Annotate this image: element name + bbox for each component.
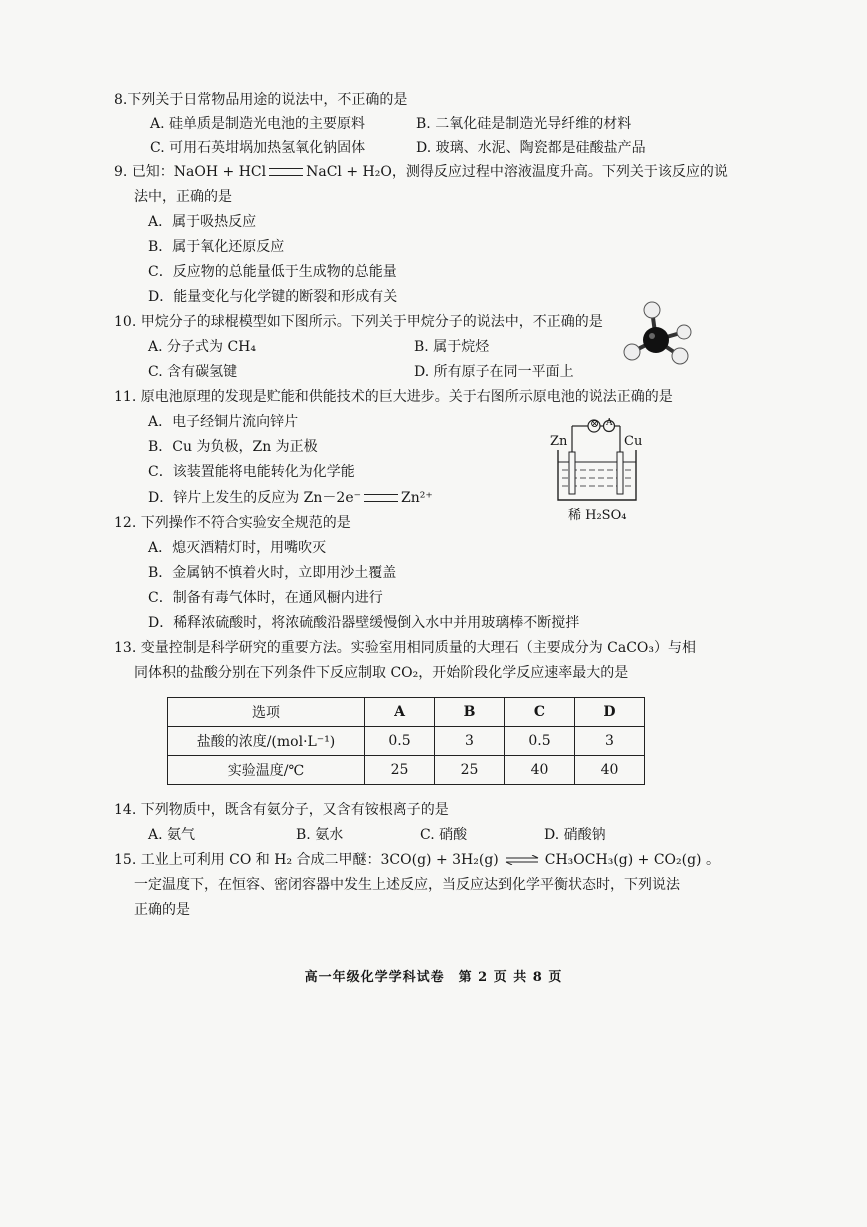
q10-stem: [114, 310, 603, 334]
q11-option-d-post: Zn²⁺: [401, 490, 433, 506]
q12-stem: [114, 511, 351, 535]
q10-option-d: D. 所有原子在同一平面上: [414, 364, 574, 380]
q9-stem-pre: 已知：NaOH + HCl: [131, 164, 267, 180]
q10-option-a: A. 分子式为 CH₄: [148, 339, 256, 355]
reversible-arrow-icon: [505, 855, 539, 865]
q15-stem: [114, 848, 720, 872]
q15-stem-line2: 一定温度下，在恒容、密闭容器中发生上述反应，当反应达到化学平衡状态时，下列说法: [134, 877, 680, 893]
table-row: [168, 756, 645, 785]
q9-stem: [114, 160, 728, 184]
q13-stem: [114, 636, 696, 660]
table-cell: 实验温度/℃: [168, 756, 365, 785]
table-cell: 0.5: [505, 727, 575, 756]
table-cell: 0.5: [365, 727, 435, 756]
table-header-cell: D: [575, 698, 645, 727]
zn-electrode-label: Zn: [550, 434, 568, 449]
galvanic-cell-diagram: [548, 414, 658, 524]
q14-number: 14.: [114, 802, 137, 818]
q14-option-c: C. 硝酸: [420, 827, 468, 843]
q11-stem: [114, 385, 673, 409]
q12-number: 12.: [114, 515, 137, 531]
table-header-row: [168, 698, 645, 727]
q15-number: 15.: [114, 852, 137, 868]
q15-stem-post: CH₃OCH₃(g) + CO₂(g) 。: [544, 852, 720, 868]
equals-arrow-icon: [364, 494, 398, 502]
q9-stem-line2: 法中，正确的是: [134, 189, 232, 205]
q10-number: 10.: [114, 314, 137, 330]
q15-stem-line3: 正确的是: [134, 902, 190, 918]
q14-option-b: B. 氨水: [296, 827, 344, 843]
methane-molecule-icon: [622, 300, 702, 370]
q14-option-d: D. 硝酸钠: [544, 827, 606, 843]
q14-stem-text: 下列物质中，既含有氨分子，又含有铵根离子的是: [140, 802, 449, 818]
bulb-icon: ⊗: [590, 417, 600, 430]
q12-option-d: D．稀释浓硫酸时，将浓硫酸沿器壁缓慢倒入水中并用玻璃棒不断搅拌: [148, 615, 580, 631]
table-cell: 3: [575, 727, 645, 756]
q10-option-b: B. 属于烷烃: [414, 339, 490, 355]
q14-stem: [114, 798, 449, 822]
q9-number: 9.: [114, 164, 128, 180]
q9-option-d: D．能量变化与化学键的断裂和形成有关: [148, 289, 398, 305]
q12-option-c: C．制备有毒气体时，在通风橱内进行: [148, 590, 383, 606]
q13-stem-line2: 同体积的盐酸分别在下列条件下反应制取 CO₂，开始阶段化学反应速率最大的是: [134, 665, 629, 681]
q9-option-b: B．属于氧化还原反应: [148, 239, 285, 255]
q11-option-d: [148, 486, 433, 510]
q11-option-c: C．该装置能将电能转化为化学能: [148, 464, 355, 480]
q9-stem-post: NaCl + H₂O，测得反应过程中溶液温度升高。下列关于该反应的说: [306, 164, 728, 180]
q11-number: 11.: [114, 389, 137, 405]
q8-option-c: C. 可用石英坩埚加热氢氧化钠固体: [150, 140, 366, 156]
q12-option-a: A．熄灭酒精灯时，用嘴吹灭: [148, 540, 327, 556]
table-cell: 40: [575, 756, 645, 785]
table-cell: 3: [435, 727, 505, 756]
q8-option-d: D. 玻璃、水泥、陶瓷都是硅酸盐产品: [416, 140, 646, 156]
q11-stem-text: 原电池原理的发现是贮能和供能技术的巨大进步。关于右图所示原电池的说法正确的是: [140, 389, 673, 405]
table-cell: 25: [365, 756, 435, 785]
q11-option-b: B．Cu 为负极，Zn 为正极: [148, 439, 318, 455]
q8-option-a: A. 硅单质是制造光电池的主要原料: [150, 116, 366, 132]
q11-option-d-pre: D．锌片上发生的反应为 Zn－2e⁻: [148, 490, 362, 506]
q11-option-a: A．电子经铜片流向锌片: [148, 414, 299, 430]
table-cell: 25: [435, 756, 505, 785]
q13-table: [167, 697, 645, 785]
table-header-cell: A: [365, 698, 435, 727]
q9-option-c: C．反应物的总能量低于生成物的总能量: [148, 264, 397, 280]
ammeter-icon: A: [606, 418, 613, 428]
equals-arrow-icon: [269, 168, 303, 176]
q8-option-b: B. 二氧化硅是制造光导纤维的材料: [416, 116, 632, 132]
q9-option-a: A．属于吸热反应: [148, 214, 257, 230]
q13-number: 13.: [114, 640, 137, 656]
q12-stem-text: 下列操作不符合实验安全规范的是: [140, 515, 351, 531]
table-header-cell: B: [435, 698, 505, 727]
q8-stem: 8.下列关于日常物品用途的说法中，不正确的是: [114, 92, 408, 108]
table-header-cell: C: [505, 698, 575, 727]
table-row: [168, 727, 645, 756]
q15-stem-pre: 工业上可利用 CO 和 H₂ 合成二甲醚：3CO(g) + 3H₂(g): [140, 852, 499, 868]
page-footer: 高一年级化学学科试卷 第 2 页 共 8 页: [304, 970, 563, 985]
q13-stem-text: 变量控制是科学研究的重要方法。实验室用相同质量的大理石（主要成分为 CaCO₃）与相: [140, 640, 697, 656]
q10-option-c: C. 含有碳氢键: [148, 364, 238, 380]
q12-option-b: B．金属钠不慎着火时，立即用沙土覆盖: [148, 565, 397, 581]
table-cell: 40: [505, 756, 575, 785]
cu-electrode-label: Cu: [624, 434, 643, 449]
q14-option-a: A. 氨气: [148, 827, 196, 843]
q10-stem-text: 甲烷分子的球棍模型如下图所示。下列关于甲烷分子的说法中，不正确的是: [140, 314, 603, 330]
electrolyte-label: 稀 H₂SO₄: [568, 508, 627, 523]
table-header-cell: 选项: [168, 698, 365, 727]
table-cell: 盐酸的浓度/(mol·L⁻¹): [168, 727, 365, 756]
